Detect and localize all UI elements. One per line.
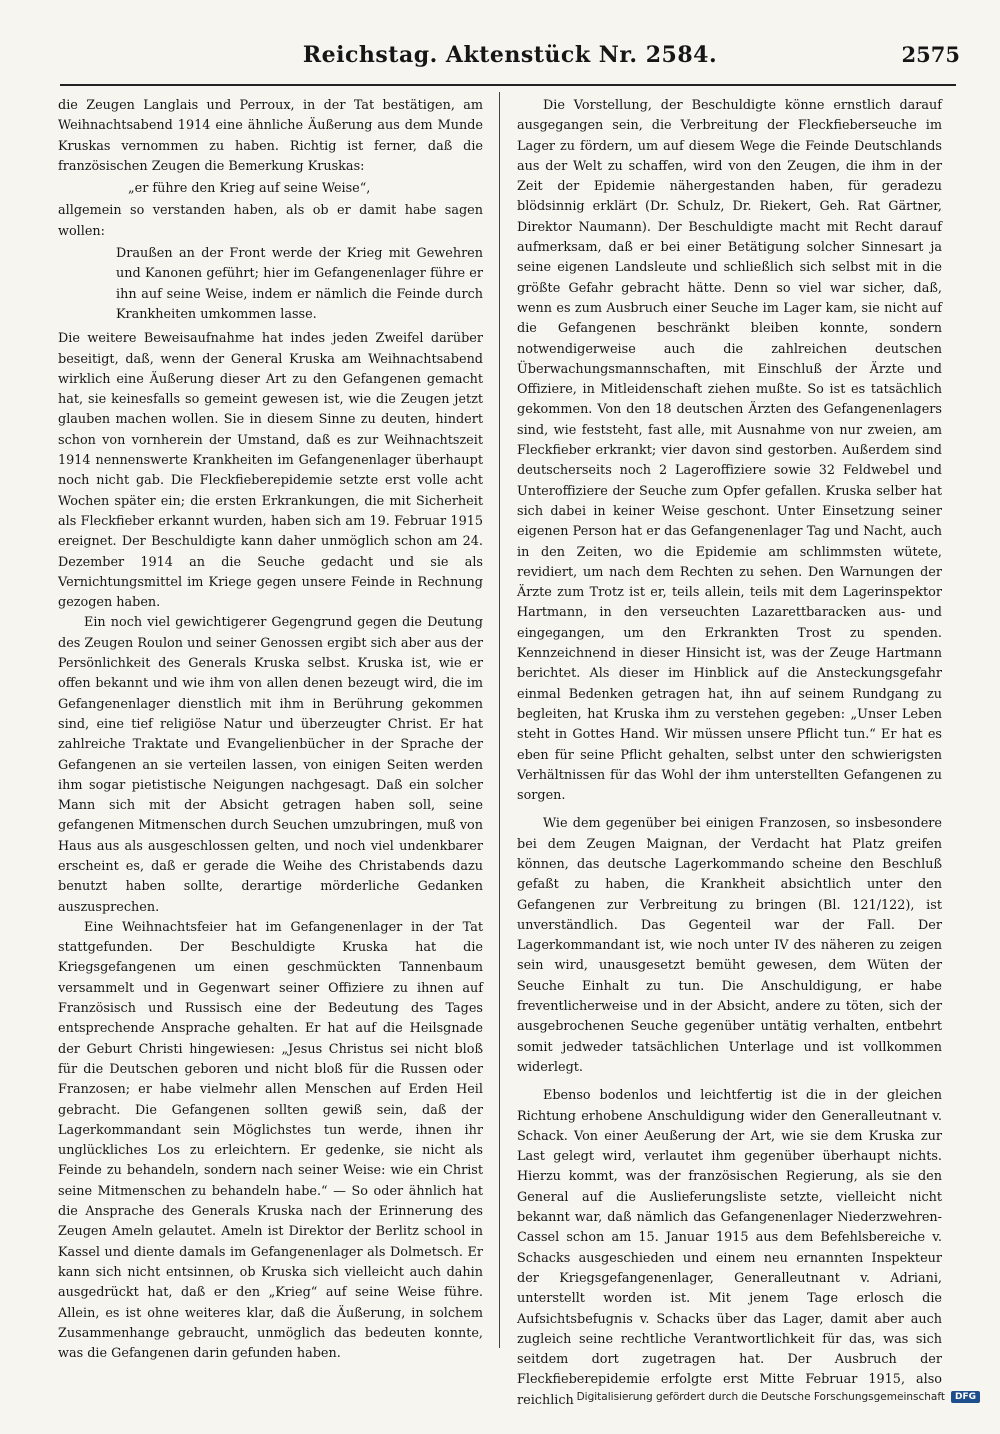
quotation-block: Draußen an der Front werde der Krieg mit Gewehren und Kanonen geführt; hier im Gefangenenlager führe er ihn auf seine Weise, indem er nämlich die Feinde durch Krankheiten umkommen lasse. [116,246,483,322]
paragraph: Eine Weihnachtsfeier hat im Gefangenenlager in der Tat stattgefunden. Der Beschuldigte Kruska hat die Kriegsgefangenen um einen geschmückten Tannenbaum versammelt und in Gegenwart seiner Offiziere zu ihnen auf Französisch und Russisch eine der Bedeutung des Tages entsprechende Ansprache gehalten. Er hat auf die Heilsgnade der Geburt Christi hingewiesen: „Jesus Christus sei nicht bloß für die Deutschen geboren und nicht bloß für die Russen oder Franzosen; er habe vielmehr allen Menschen auf Erden Heil gebracht. Die Gefangenen sollten gewiß sein, daß der Lagerkommandant sein Möglichstes tun werde, ihnen ihr unglückliches Los zu erleichtern. Er gedenke, sie nicht als Feinde zu behandeln, sondern nach seiner Weise: wie ein Christ seine Mitmenschen zu behandeln habe.“ — So oder ähnlich hat die Ansprache des Generals Kruska nach der Erinnerung des Zeugen Ameln gelautet. Ameln ist Direktor der Berlitz school in Kassel und diente damals im Gefangenenlager als Dolmetsch. Er kann sich nicht entsinnen, ob Kruska sich vielleicht auch dahin ausgedrückt hat, daß er den „Krieg“ auf seine Weise führe. Allein, es ist ohne weiteres klar, daß die Äußerung, in solchem Zusammenhange gebraucht, unmöglich das bedeuten konnte, was die Gefangenen darin gefunden haben. [58,919,483,1362]
paragraph: Ebenso bodenlos und leichtfertig ist die in der gleichen Richtung erhobene Anschuldigung wider den Generalleutnant v. Schack. Von einer Aeußerung der Art, wie sie dem Kruska zur Last gelegt wird, verlautet ihm gegenüber überhaupt nichts. Hierzu kommt, was der französischen Regierung, als sie den General auf die Auslieferungsliste setzte, vielleicht nicht bekannt war, daß nämlich das Gefangenenlager Niederzwehren-Cassel schon am 15. Januar 1915 aus dem Befehlsbereiche v. Schacks ausgeschieden und einem neu ernannten Inspekteur der Kriegsgefangenenlager, Generalleutnant v. Adriani, unterstellt worden ist. Mit jenem Tage erlosch die Aufsichtsbefugnis v. Schacks über das Lager, damit aber auch zugleich seine rechtliche Verantwortlichkeit für das, was sich seitdem dort zugetragen hat. Der Ausbruch der Fleckfieberepidemie erfolgte erst Mitte Februar 1915, also reichlich [517,1088,942,1408]
paragraph: Ein noch viel gewichtigerer Gegengrund gegen die Deutung des Zeugen Roulon und seiner Genossen ergibt sich aber aus der Persönlichkeit des Generals Kruska selbst. Kruska ist, wie er offen bekannt und wie ihm von allen denen bezeugt wird, die im Gefangenenlager dienstlich mit ihm in Berührung gekommen sind, eine tief religiöse Natur und überzeugter Christ. Er hat zahlreiche Traktate und Evangelienbücher in der Sprache der Gefangenen an sie verteilen lassen, von einigen Seiten werden ihm sogar pietistische Neigungen nachgesagt. Daß ein solcher Mann sich mit der Absicht getragen haben soll, seine gefangenen Mitmenschen durch Seuchen umzubringen, muß von Haus aus als ausgeschlossen gelten, und noch viel undenkbarer erscheint es, daß er gerade die Weihe des Christabends dazu benutzt haben sollte, derartige mörderliche Gedanken auszusprechen. [58,615,483,915]
column-divider [499,92,500,1348]
digitization-credit [577,1391,980,1403]
paragraph: die Zeugen Langlais und Perroux, in der Tat bestätigen, am Weihnachtsabend 1914 eine ähnliche Äußerung aus dem Munde Kruskas vernommen zu haben. Richtig ist ferner, daß die französischen Zeugen die Bemerkung Kruskas: [58,98,483,174]
left-column [58,96,483,1362]
paragraph: Wie dem gegenüber bei einigen Franzosen, so insbesondere bei dem Zeugen Maignan, der Verdacht hat Platz greifen können, das deutsche Lagerkommando scheine den Beschluß gefaßt zu haben, die Krankheit absichtlich unter den Gefangenen zur Verbreitung zu bringen (Bl. 121/122), ist unverständlich. Das Gegenteil war der Fall. Der Lagerkommandant ist, wie noch unter IV des näheren zu zeigen sein wird, unausgesetzt bemüht gewesen, dem Wüten der Seuche Einhalt zu tun. Die Anschuldigung, er habe freventlicherweise und in der Absicht, andere zu töten, sich der ausgebrochenen Seuche gegenüber untätig verhalten, entbehrt somit jedweder tatsächlichen Unterlage und ist vollkommen widerlegt. [517,816,942,1075]
page-title: Reichstag. Aktenstück Nr. 2584. [302,42,718,68]
dfg-logo-icon: DFG [951,1391,980,1403]
header-rule [60,84,956,86]
quotation: „er führe den Krieg auf seine Weise“, [128,181,371,197]
paragraph: Die Vorstellung, der Beschuldigte könne ernstlich darauf ausgegangen sein, die Verbreitung der Fleckfieberseuche im Lager zu fördern, um auf diesem Wege die Feinde Deutschlands aus der Welt zu schaffen, wird von den Zeugen, die ihm in der Zeit der Epidemie nähergestanden haben, für geradezu blödsinnig erklärt (Dr. Schulz, Dr. Riekert, Geh. Rat Gärtner, Direktor Naumann). Der Beschuldigte macht mit Recht darauf aufmerksam, daß er bei einer Betätigung solcher Sinnesart ja seine eigenen Landsleute und schließlich sich selbst mit in die größte Gefahr gebracht hätte. Denn so viel war sicher, daß, wenn es zum Ausbruch einer Seuche im Lager kam, sie nicht auf die Gefangenen beschränkt bleiben konnte, sondern notwendigerweise auch die zahlreichen deutschen Überwachungsmannschaften, mit Einschluß der Ärzte und Offiziere, in Mitleidenschaft ziehen mußte. So ist es tatsächlich gekommen. Von den 18 deutschen Ärzten des Gefangenenlagers sind, wie feststeht, fast alle, mit Ausnahme von nur zweien, am Fleckfieber erkrankt; vier davon sind gestorben. Außerdem sind deutscherseits noch 2 Lageroffiziere sowie 32 Feldwebel und Unteroffiziere der Seuche zum Opfer gefallen. Kruska selber hat sich dabei in keiner Weise geschont. Unter Einsetzung seiner eigenen Person hat er das Gefangenenlager Tag und Nacht, auch in den Zeiten, wo die Epidemie am schlimmsten wütete, revidiert, um nach dem Rechten zu sehen. Den Warnungen der Ärzte zum Trotz ist er, teils allein, teils mit dem Lagerinspektor Hartmann, in den verseuchten Lazarettbaracken aus- und eingegangen, um den Erkrankten Trost zu spenden. Kennzeichnend in dieser Hinsicht ist, was der Zeuge Hartmann berichtet. Als dieser im Hinblick auf die Ansteckungsgefahr einmal Bedenken getragen hat, ihn auf seinem Rundgang zu begleiten, hat Kruska ihm zu verstehen gegeben: „Unser Leben steht in Gottes Hand. Wir müssen unsere Pflicht tun.“ Er hat es eben für seine Pflicht gehalten, selbst unter den schwierigsten Verhältnissen für das Wohl der ihm unterstellten Gefangenen zu sorgen. [517,98,942,804]
paragraph: Die weitere Beweisaufnahme hat indes jeden Zweifel darüber beseitigt, daß, wenn der General Kruska am Weihnachtsabend wirklich eine Äußerung dieser Art zu den Gefangenen gemacht hat, sie keinesfalls so gemeint gewesen ist, wie die Zeugen jetzt glauben machen wollen. Sie in diesem Sinne zu deuten, hindert schon von vornherein der Umstand, daß es zur Weihnachtszeit 1914 nennenswerte Krankheiten im Gefangenenlager überhaupt noch nicht gab. Die Fleckfieberepidemie setzte erst volle acht Wochen später ein; die ersten Erkrankungen, die mit Sicherheit als Fleckfieber erkannt wurden, haben sich am 19. Februar 1915 ereignet. Der Beschuldigte kann daher unmöglich schon am 24. Dezember 1914 an die Seuche gedacht und sie als Vernichtungsmittel im Kriege gegen unsere Feinde in Rechnung gezogen haben. [58,331,483,611]
page-number: 2575 [901,42,960,67]
paragraph: allgemein so verstanden haben, als ob er damit habe sagen wollen: [58,203,483,239]
credit-text: Digitalisierung gefördert durch die Deutsche Forschungsgemeinschaft [576,1391,945,1403]
page-header [60,42,960,78]
